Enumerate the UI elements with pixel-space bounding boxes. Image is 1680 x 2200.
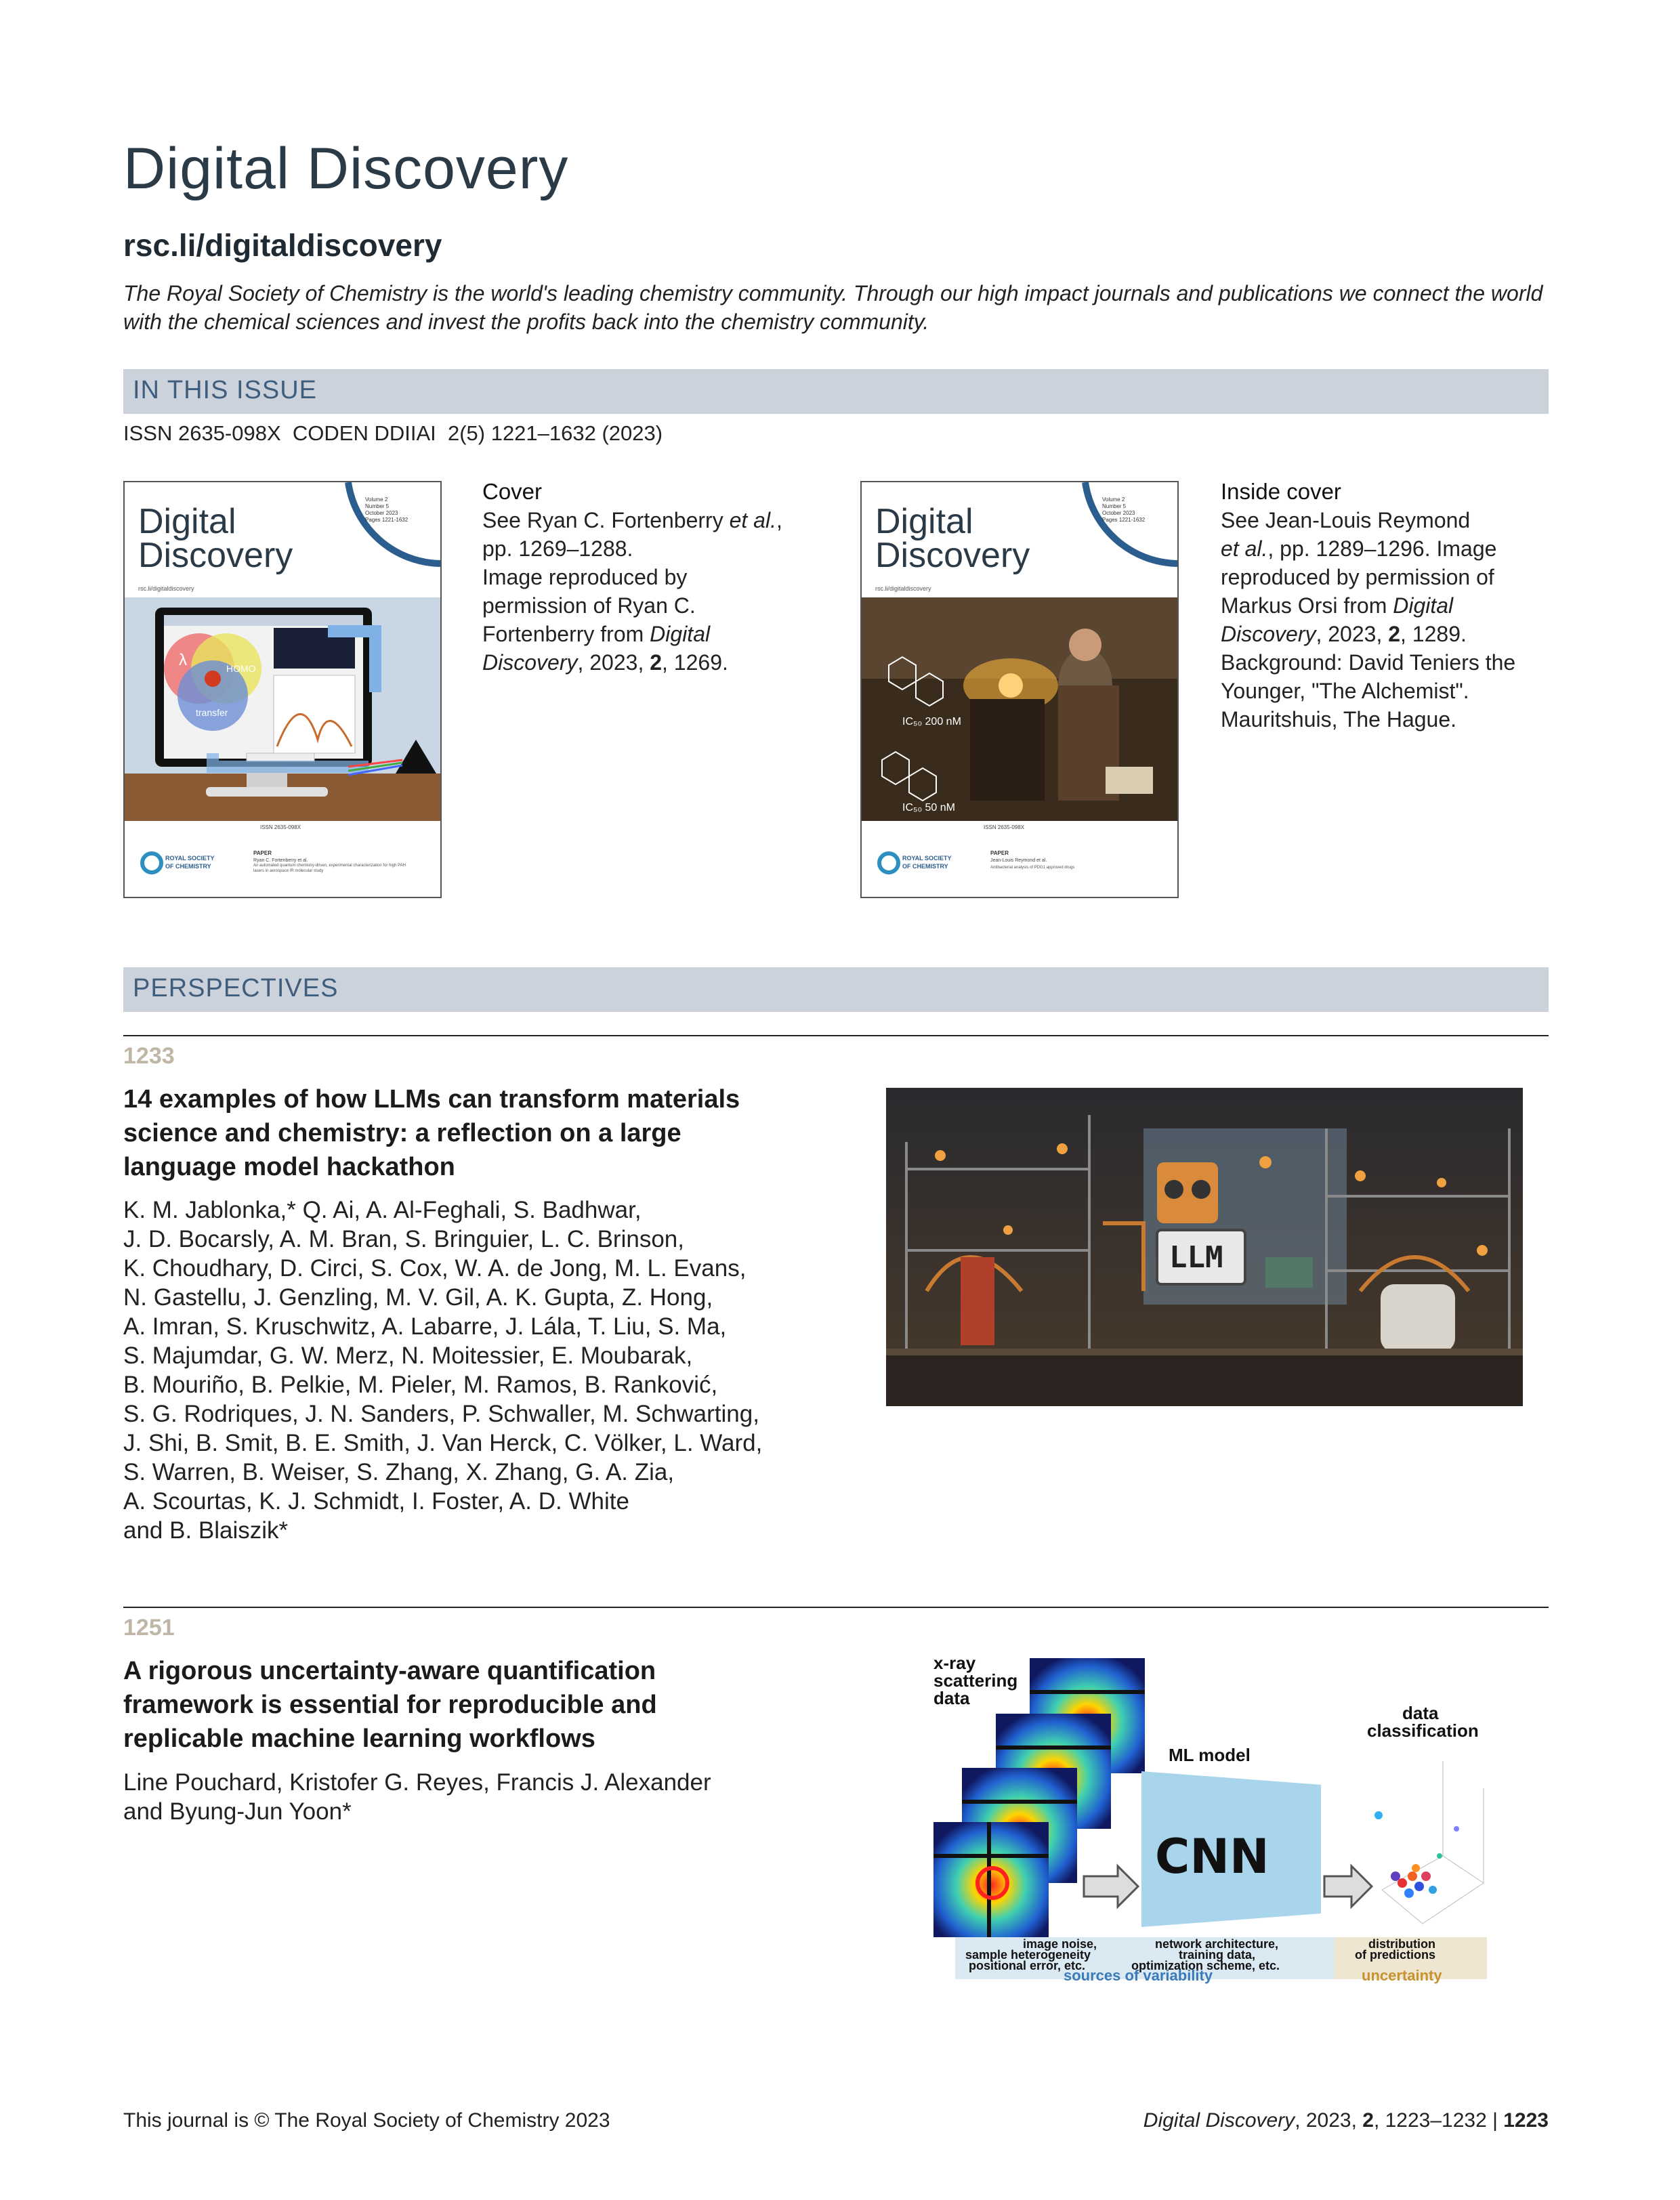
article-authors	[123, 1196, 828, 1545]
footer-copyright: This journal is © The Royal Society of Chemistry 2023	[123, 2109, 610, 2132]
inside-cover-caption-journal: Digital	[1393, 593, 1454, 618]
label-arch-3: optimization scheme, etc.	[1131, 1959, 1280, 1972]
journal-tagline: The Royal Society of Chemistry is the world's leading chemistry community. Through our high impact journals and publications we connect the world with the chemical sciences and invest the profits back into the chemistry community.	[123, 281, 1543, 334]
cover-image-date: October 2023	[365, 510, 398, 516]
label-ml-model: ML model	[1169, 1745, 1251, 1765]
footer-pages: , 1223–1232 |	[1373, 2109, 1504, 2132]
cover-image-url: rsc.li/digitaldiscovery	[138, 585, 194, 592]
cover-caption: Cover See Ryan C. Fortenberry et al., pp. 1269–1288. Image reproduced by permission of Ryan C. Fortenberry from Digital Discovery, 2023, 2, 1269.	[482, 478, 835, 677]
label-dist-1: distribution	[1368, 1937, 1435, 1951]
label-noise-2: sample heterogeneity	[965, 1948, 1091, 1962]
article-divider	[123, 1035, 1549, 1036]
cover-image[interactable]	[123, 481, 442, 898]
inside-cover-caption-journal: Discovery	[1221, 622, 1316, 646]
footer-page-number: 1223	[1503, 2109, 1549, 2132]
cover-image-rsc-1: ROYAL SOCIETY	[165, 855, 215, 862]
author-line: A. Imran, S. Kruschwitz, A. Labarre, J. Lála, T. Liu, S. Ma,	[123, 1313, 727, 1340]
cover-caption-journal: Discovery	[482, 650, 578, 675]
label-cnn: CNN	[1155, 1829, 1269, 1884]
inside-cover-heading: Inside cover	[1221, 479, 1341, 504]
section-bar-in-this-issue	[123, 369, 1549, 414]
label-xray-2: scattering	[933, 1670, 1018, 1691]
cover-image-label-transfer: transfer	[196, 707, 228, 718]
inside-cover-caption-volume: 2	[1388, 622, 1401, 646]
issn-line: ISSN 2635-098X CODEN DDIIAI 2(5) 1221–1632 (2023)	[123, 421, 663, 445]
author-line: N. Gastellu, J. Genzling, M. V. Gil, A. K. Gupta, Z. Hong,	[123, 1284, 713, 1311]
journal-url[interactable]: rsc.li/digitaldiscovery	[123, 228, 442, 263]
article-page-number[interactable]: 1251	[123, 1615, 175, 1641]
label-classification-2: classification	[1367, 1720, 1479, 1741]
article-title-line: replicable machine learning workflows	[123, 1725, 595, 1753]
section-heading-perspectives: PERSPECTIVES	[133, 974, 339, 1002]
inside-cover-image-date: October 2023	[1102, 510, 1135, 516]
footer-year: , 2023,	[1295, 2109, 1363, 2132]
author-line: B. Mouriño, B. Pelkie, M. Pieler, M. Ramos, B. Ranković,	[123, 1372, 718, 1398]
article-divider	[123, 1607, 1549, 1608]
article-title-line: framework is essential for reproducible and	[123, 1691, 657, 1719]
author-line: K. M. Jablonka,* Q. Ai, A. Al-Feghali, S. Badhwar,	[123, 1197, 642, 1223]
inside-cover-caption-page: , 1289.	[1400, 622, 1467, 646]
inside-cover-caption-pages: , pp. 1289–1296. Image	[1267, 536, 1497, 561]
cover-image-paper-author: Ryan C. Fortenberry et al.	[253, 858, 308, 863]
cover-image-number: Number 5	[365, 503, 390, 509]
inside-cover-caption-line: See Jean-Louis Reymond	[1221, 508, 1471, 532]
llm-lab-illustration	[886, 1088, 1523, 1406]
uq-workflow-figure	[928, 1653, 1490, 1985]
article-title[interactable]	[123, 1082, 835, 1184]
label-classification-1: data	[1402, 1703, 1439, 1723]
footer-journal: Digital Discovery	[1143, 2109, 1295, 2132]
inside-cover-image[interactable]	[860, 481, 1179, 898]
cover-heading: Cover	[482, 479, 543, 504]
cover-caption-line: See Ryan C. Fortenberry	[482, 508, 723, 532]
cover-image-title-1: Digital	[138, 502, 236, 541]
article-title-line: A rigorous uncertainty-aware quantification	[123, 1657, 656, 1685]
cover-caption-line: Fortenberry from	[482, 622, 644, 646]
journal-title: Digital Discovery	[123, 136, 569, 201]
inside-cover-caption	[1221, 478, 1553, 734]
author-line: S. Warren, B. Weiser, S. Zhang, X. Zhang, G. A. Zia,	[123, 1459, 675, 1485]
inside-cover-image-rsc-2: OF CHEMISTRY	[902, 863, 948, 870]
cover-caption-page: , 1269.	[662, 650, 728, 675]
cover-image-label-lambda: λ	[179, 651, 187, 669]
article-page-number[interactable]: 1233	[123, 1043, 175, 1069]
cover-caption-pages: pp. 1269–1288.	[482, 536, 633, 561]
inside-cover-image-ic50-1: IC₅₀ 200 nM	[902, 716, 961, 727]
article-title[interactable]	[123, 1654, 835, 1756]
author-line: J. D. Bocarsly, A. M. Bran, S. Bringuier, L. C. Brinson,	[123, 1226, 684, 1252]
cover-image-title-2: Discovery	[138, 536, 293, 575]
inside-cover-image-ic50-2: IC₅₀ 50 nM	[902, 802, 955, 813]
label-xray-3: data	[933, 1688, 970, 1708]
author-line: S. G. Rodriques, J. N. Sanders, P. Schwaller, M. Schwarting,	[123, 1401, 759, 1427]
cover-image-paper-desc: An automated quantum chemistry-driven, experimental characterization for high PAH lasers in aerospace IR molecular study	[253, 864, 406, 873]
inside-cover-image-title-1: Digital	[875, 502, 973, 541]
section-bar-perspectives	[123, 967, 1549, 1012]
cover-caption-etal: et al.	[729, 508, 776, 532]
footer-volume: 2	[1362, 2109, 1374, 2132]
inside-cover-image-url: rsc.li/digitaldiscovery	[875, 585, 931, 592]
inside-cover-image-paper: PAPER	[990, 850, 1009, 856]
label-uncertainty: uncertainty	[1362, 1967, 1442, 1984]
inside-cover-caption-line: Markus Orsi from	[1221, 593, 1387, 618]
author-line: A. Scourtas, K. J. Schmidt, I. Foster, A. D. White	[123, 1488, 629, 1515]
inside-cover-caption-line: Background: David Teniers the	[1221, 650, 1516, 675]
author-line: K. Choudhary, D. Circi, S. Cox, W. A. de Jong, M. L. Evans,	[123, 1255, 747, 1282]
inside-cover-image-number: Number 5	[1102, 503, 1127, 509]
author-line: and B. Blaiszik*	[123, 1517, 289, 1544]
cover-image-label-homo: HOMO	[226, 663, 256, 674]
author-line: Line Pouchard, Kristofer G. Reyes, Francis J. Alexander	[123, 1769, 711, 1796]
article-graphical-abstract-llm[interactable]	[886, 1088, 1523, 1406]
author-line: J. Shi, B. Smit, B. E. Smith, J. Van Herck, C. Völker, L. Ward,	[123, 1430, 763, 1456]
article-authors	[123, 1768, 828, 1826]
cover-caption-line: Image reproduced by	[482, 565, 688, 589]
inside-cover-image-title-2: Discovery	[875, 536, 1030, 575]
section-heading-in-this-issue: IN THIS ISSUE	[133, 376, 318, 404]
cover-image-paper: PAPER	[253, 850, 272, 856]
inside-cover-image-rsc-1: ROYAL SOCIETY	[902, 855, 952, 862]
inside-cover-image-paper-author: Jean-Louis Reymond et al.	[990, 858, 1047, 863]
label-xray-1: x-ray	[933, 1653, 976, 1673]
llm-label: LLM	[1169, 1240, 1223, 1275]
footer-citation	[1143, 2109, 1549, 2132]
cover-caption-volume: 2	[650, 650, 663, 675]
cover-illustration	[125, 482, 440, 897]
author-line: and Byung-Jun Yoon*	[123, 1798, 352, 1825]
inside-cover-caption-line: Younger, "The Alchemist".	[1221, 679, 1469, 703]
author-line: S. Majumdar, G. W. Merz, N. Moitessier, E. Moubarak,	[123, 1342, 693, 1369]
inside-cover-caption-line: Mauritshuis, The Hague.	[1221, 707, 1457, 732]
cover-image-pages: Pages 1221-1632	[365, 517, 408, 523]
inside-cover-image-pages: Pages 1221-1632	[1102, 517, 1146, 523]
cover-caption-journal: Digital	[650, 622, 711, 646]
article-title-line: science and chemistry: a reflection on a large	[123, 1119, 681, 1147]
inside-cover-image-volume: Volume 2	[1102, 496, 1125, 503]
label-arch-2: training data,	[1179, 1948, 1256, 1962]
cover-image-volume: Volume 2	[365, 496, 388, 503]
cover-image-issn: ISSN 2635-098X	[260, 824, 301, 830]
inside-cover-caption-etal: et al.	[1221, 536, 1268, 561]
label-sources: sources of variability	[1064, 1967, 1213, 1984]
inside-cover-image-paper-desc: Antibacterial analysis of PDG1 approved drugs	[990, 866, 1075, 870]
cover-image-rsc-2: OF CHEMISTRY	[165, 863, 211, 870]
article-title-line: 14 examples of how LLMs can transform materials	[123, 1085, 740, 1114]
inside-cover-image-issn: ISSN 2635-098X	[984, 824, 1025, 830]
cover-caption-line: permission of Ryan C.	[482, 593, 696, 618]
inside-cover-illustration	[862, 482, 1177, 897]
label-dist-2: of predictions	[1355, 1948, 1436, 1962]
article-title-line: language model hackathon	[123, 1153, 455, 1181]
label-noise-1: image noise,	[1023, 1937, 1097, 1951]
label-arch-1: network architecture,	[1155, 1937, 1279, 1951]
label-noise-3: positional error, etc.	[969, 1959, 1086, 1972]
inside-cover-caption-line: reproduced by permission of	[1221, 565, 1494, 589]
inside-cover-caption-year: , 2023,	[1316, 622, 1389, 646]
article-graphical-abstract-uq[interactable]	[928, 1653, 1490, 1985]
cover-caption-year: , 2023,	[577, 650, 650, 675]
